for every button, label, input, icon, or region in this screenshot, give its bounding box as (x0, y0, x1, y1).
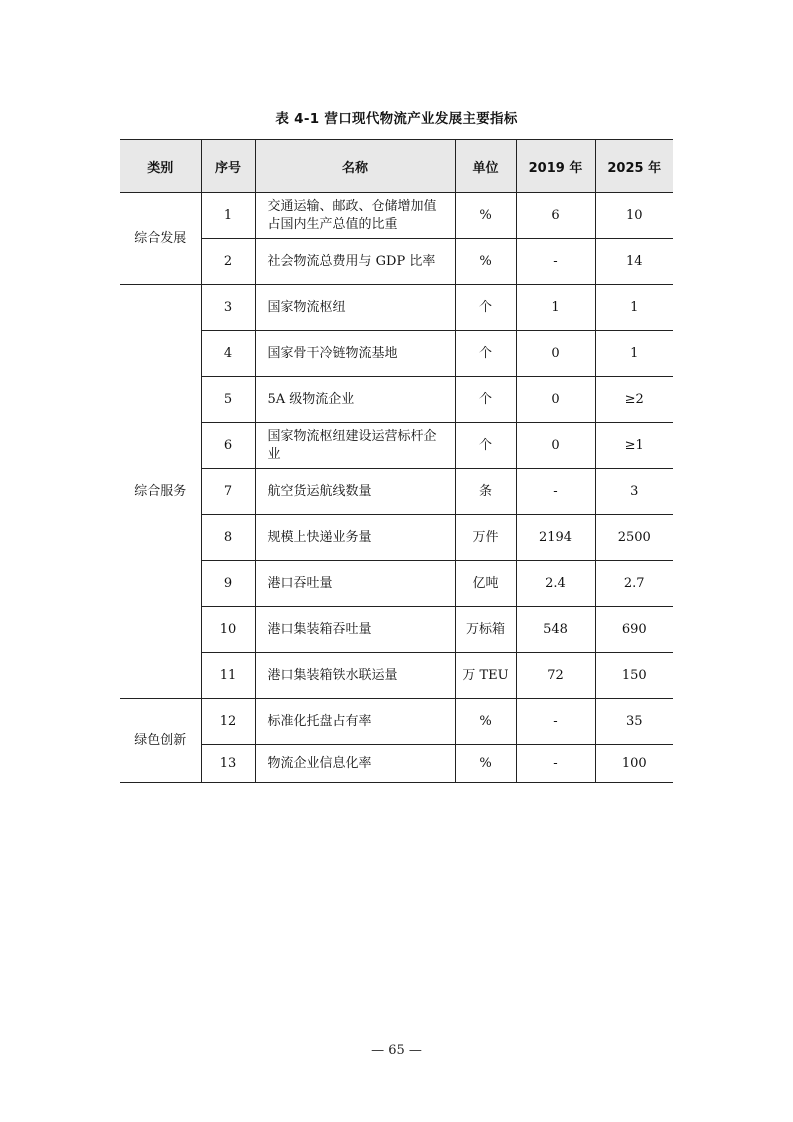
table-row (120, 699, 673, 745)
table-header-row (120, 140, 673, 193)
row-number: 2 (201, 239, 255, 285)
table-row (120, 561, 673, 607)
header-unit: 单位 (455, 140, 516, 193)
indicator-name: 港口集装箱铁水联运量 (255, 653, 455, 699)
row-number: 4 (201, 331, 255, 377)
indicator-unit: 个 (455, 423, 516, 469)
indicator-unit: % (455, 239, 516, 285)
table-row (120, 653, 673, 699)
value-2025: 14 (595, 239, 673, 285)
value-2025: ≥2 (595, 377, 673, 423)
row-number: 8 (201, 515, 255, 561)
indicator-name: 物流企业信息化率 (255, 745, 455, 783)
table-row (120, 285, 673, 331)
value-2019: 2194 (516, 515, 595, 561)
indicator-name: 国家物流枢纽建设运营标杆企业 (255, 423, 455, 469)
header-name: 名称 (255, 140, 455, 193)
header-2019: 2019 年 (516, 140, 595, 193)
table-row (120, 193, 673, 239)
header-category: 类别 (120, 140, 201, 193)
header-2025: 2025 年 (595, 140, 673, 193)
value-2019: 0 (516, 423, 595, 469)
indicator-unit: 条 (455, 469, 516, 515)
indicator-unit: 亿吨 (455, 561, 516, 607)
value-2025: 2500 (595, 515, 673, 561)
indicator-unit: 个 (455, 331, 516, 377)
value-2025: 100 (595, 745, 673, 783)
category-cell: 综合服务 (120, 285, 201, 699)
value-2025: ≥1 (595, 423, 673, 469)
row-number: 10 (201, 607, 255, 653)
row-number: 6 (201, 423, 255, 469)
value-2019: 0 (516, 377, 595, 423)
value-2019: - (516, 469, 595, 515)
indicator-unit: 个 (455, 377, 516, 423)
category-cell: 绿色创新 (120, 699, 201, 783)
table-row (120, 745, 673, 783)
table-row (120, 469, 673, 515)
indicators-table (120, 139, 673, 783)
table-row (120, 423, 673, 469)
value-2019: 2.4 (516, 561, 595, 607)
page-number: — 65 — (371, 1043, 422, 1058)
table-row (120, 515, 673, 561)
value-2025: 10 (595, 193, 673, 239)
indicator-name: 港口集装箱吞吐量 (255, 607, 455, 653)
value-2019: 1 (516, 285, 595, 331)
row-number: 7 (201, 469, 255, 515)
value-2019: - (516, 745, 595, 783)
table-row (120, 331, 673, 377)
value-2019: 6 (516, 193, 595, 239)
indicator-name: 5A 级物流企业 (255, 377, 455, 423)
indicator-unit: 万标箱 (455, 607, 516, 653)
table-row (120, 239, 673, 285)
indicator-unit: 万 TEU (455, 653, 516, 699)
indicator-unit: 个 (455, 285, 516, 331)
row-number: 11 (201, 653, 255, 699)
indicator-name: 规模上快递业务量 (255, 515, 455, 561)
value-2019: 0 (516, 331, 595, 377)
row-number: 12 (201, 699, 255, 745)
value-2025: 1 (595, 331, 673, 377)
table-row (120, 377, 673, 423)
value-2025: 3 (595, 469, 673, 515)
value-2019: - (516, 239, 595, 285)
row-number: 3 (201, 285, 255, 331)
row-number: 1 (201, 193, 255, 239)
indicator-unit: % (455, 193, 516, 239)
row-number: 9 (201, 561, 255, 607)
indicator-name: 社会物流总费用与 GDP 比率 (255, 239, 455, 285)
table-title: 表 4-1 营口现代物流产业发展主要指标 (275, 111, 518, 127)
indicator-name: 国家物流枢纽 (255, 285, 455, 331)
table-row (120, 607, 673, 653)
indicator-name: 港口吞吐量 (255, 561, 455, 607)
value-2025: 2.7 (595, 561, 673, 607)
indicator-unit: 万件 (455, 515, 516, 561)
indicator-unit: % (455, 745, 516, 783)
indicator-name: 国家骨干冷链物流基地 (255, 331, 455, 377)
value-2019: - (516, 699, 595, 745)
row-number: 5 (201, 377, 255, 423)
header-number: 序号 (201, 140, 255, 193)
value-2019: 548 (516, 607, 595, 653)
value-2025: 690 (595, 607, 673, 653)
indicator-unit: % (455, 699, 516, 745)
row-number: 13 (201, 745, 255, 783)
value-2025: 35 (595, 699, 673, 745)
indicator-name: 交通运输、邮政、仓储增加值占国内生产总值的比重 (255, 193, 455, 239)
category-cell: 综合发展 (120, 193, 201, 285)
value-2025: 1 (595, 285, 673, 331)
value-2019: 72 (516, 653, 595, 699)
value-2025: 150 (595, 653, 673, 699)
indicator-name: 标准化托盘占有率 (255, 699, 455, 745)
indicator-name: 航空货运航线数量 (255, 469, 455, 515)
